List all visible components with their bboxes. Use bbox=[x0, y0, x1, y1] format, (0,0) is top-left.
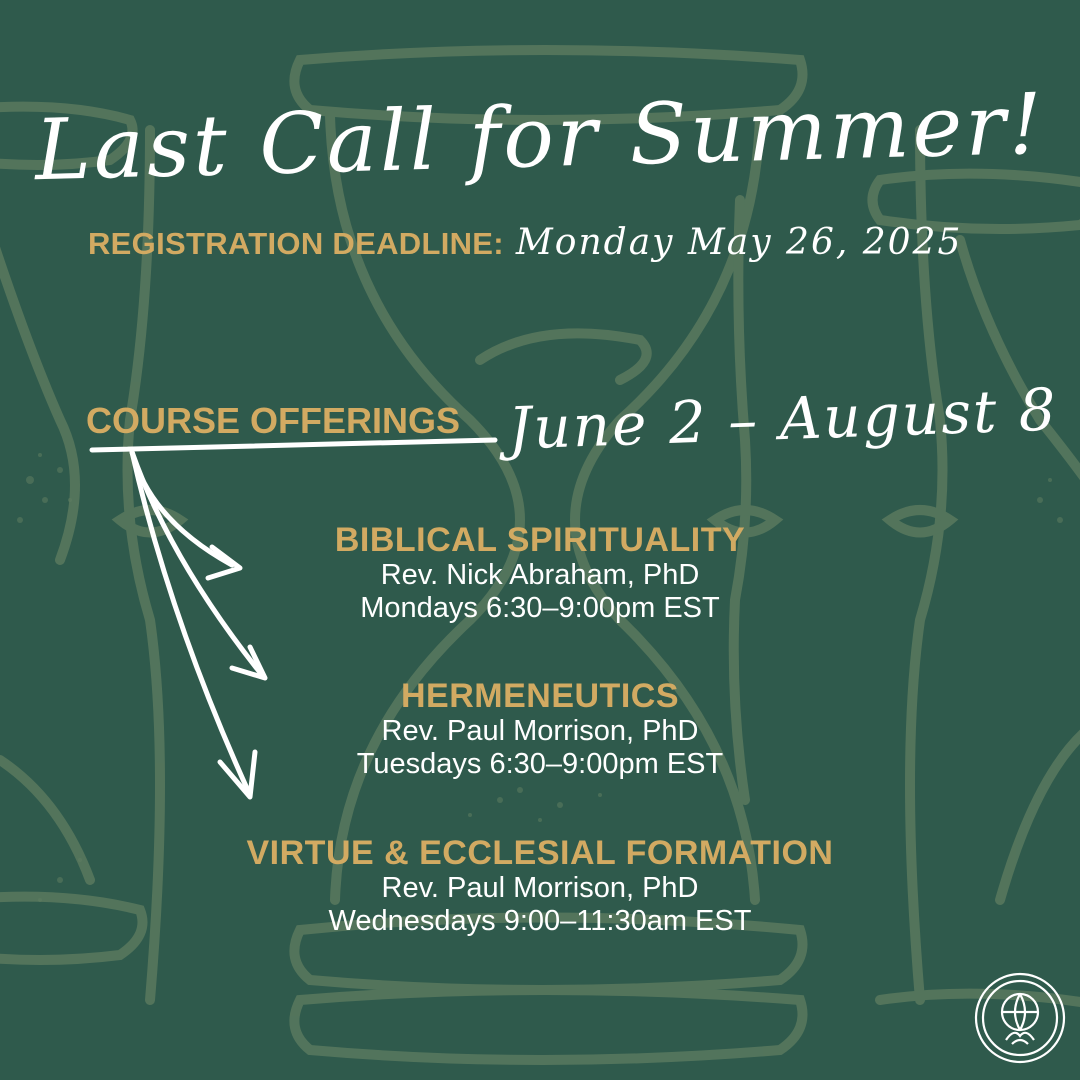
registration-deadline-label: REGISTRATION DEADLINE: bbox=[88, 226, 504, 261]
registration-deadline-date: Monday May 26, 2025 bbox=[515, 222, 963, 263]
course-name: VIRTUE & ECCLESIAL FORMATION bbox=[246, 834, 834, 872]
course-instructor: Rev. Paul Morrison, PhD bbox=[381, 715, 699, 747]
course-item bbox=[140, 834, 940, 938]
offerings-underline bbox=[92, 440, 495, 450]
headline: Last Call for Summer! bbox=[33, 74, 1047, 200]
course-item bbox=[260, 677, 820, 781]
course-schedule: Mondays 6:30–9:00pm EST bbox=[360, 592, 720, 624]
course-schedule: Tuesdays 6:30–9:00pm EST bbox=[356, 748, 724, 780]
course-schedule: Wednesdays 9:00–11:30am EST bbox=[328, 905, 752, 937]
course-instructor: Rev. Paul Morrison, PhD bbox=[381, 872, 699, 904]
globe-leaf-emblem-icon bbox=[972, 970, 1068, 1066]
course-name: BIBLICAL SPIRITUALITY bbox=[334, 521, 746, 559]
course-instructor: Rev. Nick Abraham, PhD bbox=[380, 559, 700, 591]
arrow-to-course-2 bbox=[132, 452, 262, 675]
course-offerings-dates: June 2 – August 8 bbox=[506, 375, 1059, 463]
arrow-to-course-3 bbox=[132, 452, 250, 795]
course-item bbox=[260, 521, 820, 625]
course-name: HERMENEUTICS bbox=[400, 677, 680, 715]
course-offerings-label: COURSE OFFERINGS bbox=[86, 400, 461, 441]
